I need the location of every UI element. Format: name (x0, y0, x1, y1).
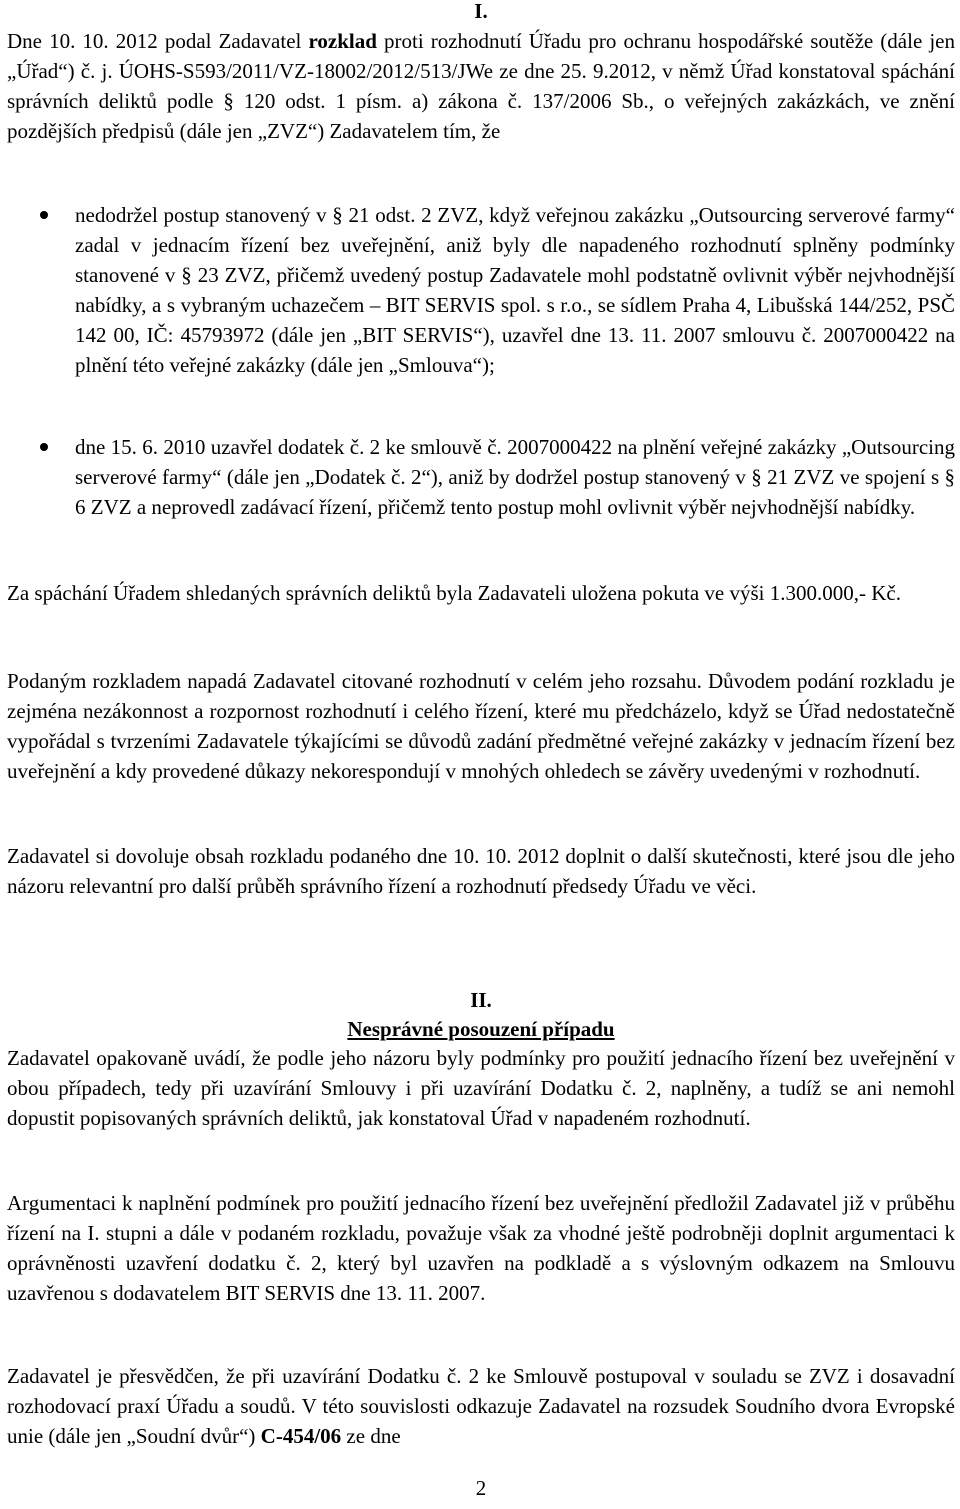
intro-paragraph (7, 26, 955, 146)
intro-text-a: Dne 10. 10. 2012 podal Zadavatel (7, 29, 309, 53)
section-1-heading: I. (474, 0, 488, 23)
section-2-subheading: Nesprávné posouzení případu (347, 1017, 615, 1041)
penalty-paragraph: Za spáchání Úřadem shledaných správních deliktů byla Zadavateli uložena pokuta ve výši 1.300.000,- Kč. (7, 581, 901, 605)
section-2-paragraph-3 (7, 1361, 955, 1451)
bullet-item-1: nedodržel postup stanovený v § 21 odst. 2 ZVZ, když veřejnou zakázku „Outsourcing serverové farmy“ zadal v jednacím řízení bez uveřejnění, aniž byly dle napadeného rozhodnutí splněny podmínky stanovené v § 23 ZVZ, přičemž uvedený postup Zadavatele mohl podstatně ovlivnit výběr nejvhodnější nabídky, a s vybraným uchazečem – BIT SERVIS spol. s r.o., se sídlem Praha 4, Libušská 144/252, PSČ 142 00, IČ: 45793972 (dále jen „BIT SERVIS“), uzavřel dne 13. 11. 2007 smlouvu č. 2007000422 na plnění této veřejné zakázky (dále jen „Smlouva“); (75, 203, 955, 377)
supplement-paragraph: Zadavatel si dovoluje obsah rozkladu podaného dne 10. 10. 2012 doplnit o další skutečnosti, které jsou dle jeho názoru relevantní pro další průběh správního řízení a rozhodnutí předsedy Úřadu ve věci. (7, 844, 955, 898)
intro-text-bold: rozklad (308, 29, 377, 53)
case-number: C-454/06 (260, 1424, 342, 1448)
page-number: 2 (475, 1476, 487, 1500)
intro-text-c: proti rozhodnutí Úřadu pro ochranu hospodářské soutěže (dále jen „Úřad“) č. j. ÚOHS-S593/2011/VZ-18002/2012/513/JWe ze dne 25. 9.2012, v němž Úřad konstatoval spáchání správních deliktů podle § 120 odst. 1 písm. a) zákona č. 137/2006 Sb., o veřejných zakázkách, ve znění pozdějších předpisů (dále jen „ZVZ“) Zadavatelem tím, že (7, 29, 956, 143)
bullet-item-2: dne 15. 6. 2010 uzavřel dodatek č. 2 ke smlouvě č. 2007000422 na plnění veřejné zakázky „Outsourcing serverové farmy“ (dále jen „Dodatek č. 2“), aniž by dodržel postup stanovený v § 21 ZVZ ve spojení s § 6 ZVZ a neprovedl zadávací řízení, přičemž tento postup mohl ovlivnit výběr nejvhodnější nabídky. (75, 435, 955, 519)
section-2-paragraph-1: Zadavatel opakovaně uvádí, že podle jeho názoru byly podmínky pro použití jednacího řízení bez uveřejnění v obou případech, tedy při uzavírání Smlouvy i při uzavírání Dodatku č. 2, naplněny, a tudíž se ani nemohl dopustit popisovaných správních deliktů, jak konstatoval Úřad v napadeném rozhodnutí. (7, 1046, 955, 1130)
p3-text-a: Zadavatel je přesvědčen, že při uzavírání Dodatku č. 2 ke Smlouvě postupoval v souladu se ZVZ i dosavadní rozhodovací praxí Úřadu a soudů. V této souvislosti odkazuje Zadavatel na rozsudek Soudního dvora Evropské unie (dále jen „Soudní dvůr“) (7, 1364, 955, 1448)
section-2-heading: II. (470, 988, 492, 1012)
bullet-marker (40, 211, 48, 219)
p3-text-c: ze dne (341, 1424, 401, 1448)
bullet-marker (40, 443, 48, 451)
appeal-paragraph: Podaným rozkladem napadá Zadavatel citované rozhodnutí v celém jeho rozsahu. Důvodem podání rozkladu je zejména nezákonnost a rozpornost rozhodnutí i celého řízení, které mu předcházelo, když se Úřad nedostatečně vypořádal s tvrzeními Zadavatele týkajícími se důvodů zadání předmětné veřejné zakázky v jednacím řízení bez uveřejnění a kdy provedené důkazy nekorespondují v mnohých ohledech se závěry uvedenými v rozhodnutí. (7, 669, 955, 783)
section-2-paragraph-2: Argumentaci k naplnění podmínek pro použití jednacího řízení bez uveřejnění předložil Zadavatel již v průběhu řízení na I. stupni a dále v podaném rozkladu, považuje však za vhodné ještě podrobněji doplnit argumentaci k oprávněnosti uzavření dodatku č. 2, který byl uzavřen na podkladě a s výslovným odkazem na Smlouvu uzavřenou s dodavatelem BIT SERVIS dne 13. 11. 2007. (7, 1191, 955, 1305)
